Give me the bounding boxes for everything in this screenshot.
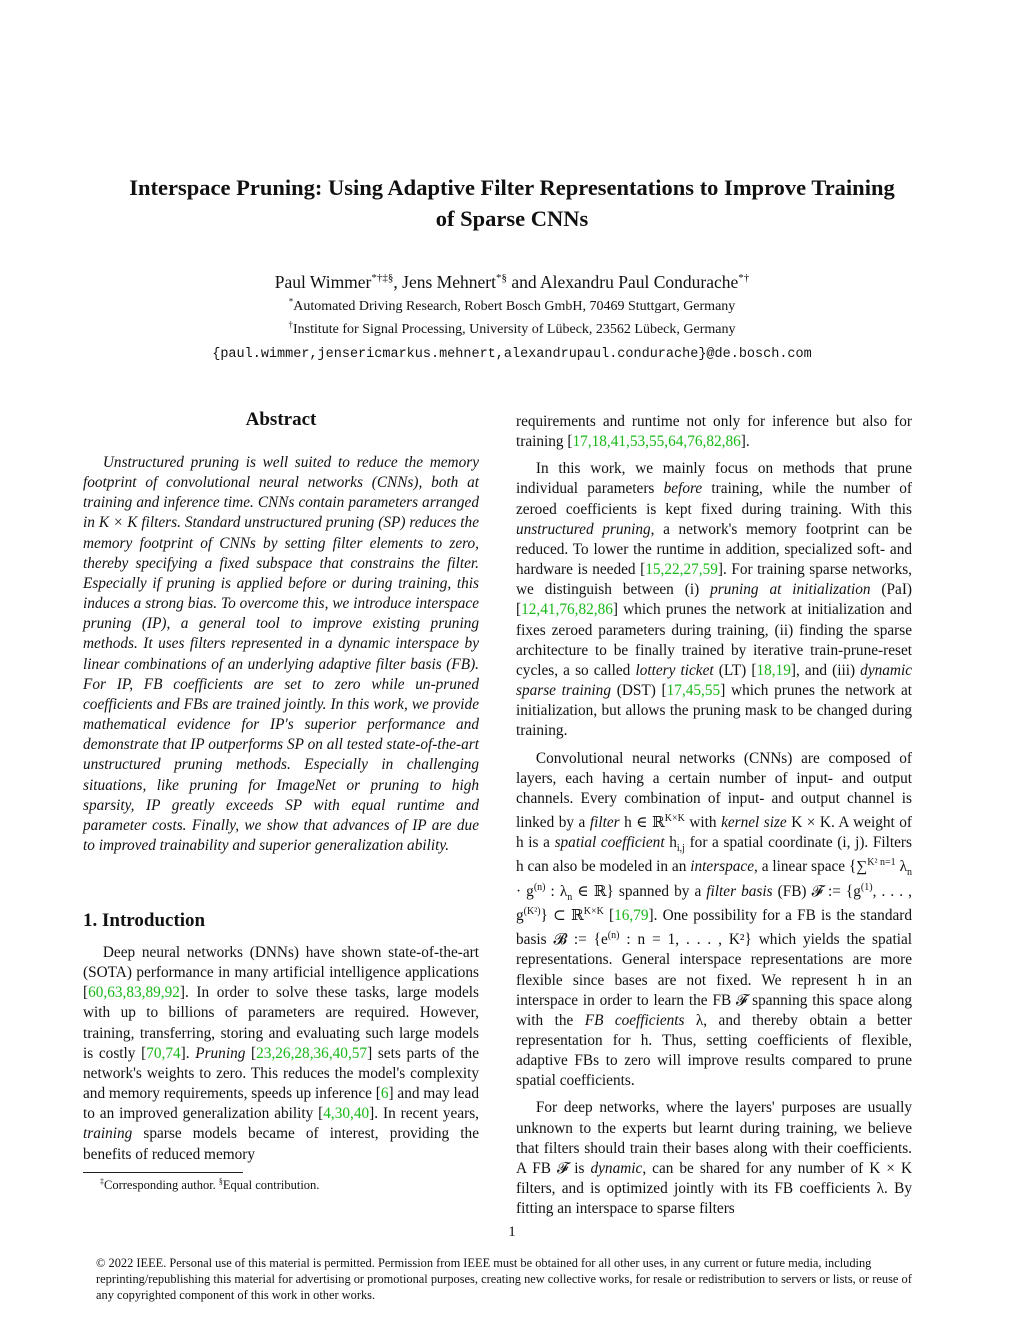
footnote-divider bbox=[83, 1172, 243, 1173]
title-line-2: of Sparse CNNs bbox=[435, 206, 589, 231]
citation-link[interactable]: 60,63,83,89,92 bbox=[88, 984, 180, 1002]
paper-title bbox=[60, 172, 964, 234]
right-paragraph-2: Convolutional neural networks (CNNs) are composed of layers, each having a certain number of input- and output channels. Every combination of input- and output channel is linked by a filter h ∈ ℝ$^{K\times K}$ with kernel size K × K. A weight of h is a spatial coefficient $h_{i,j}$ for a spatial coordinate (i, j). Filters h can also be modeled in an interspace, a linear space {∑$^{K^2 n=1}$ $\lambda_n \cdot g^{(n)}$ : $\lambda_n$ ∈ ℝ} spanned by a filter basis (FB) 𝓕 := {$g^{(1)}$, . . . , $g^{(K^2)}$} ⊂ ℝ$^{K\times K}$ [16,79]. One possibility for a FB is the standard basis 𝓑 := {$e^{(n)}$ : n = 1, . . . , K²} which yields the spatial representations. General interspace representations are more flexible since bases are not fixed. We represent h in an interspace in order to learn the FB 𝓕 spanning this space along with the FB coefficients λ, and thereby obtain a better representation for h. Thus, setting coefficients of flexible, adaptive FBs to zero will improve results compared to prune spatial coefficients. bbox=[516, 749, 913, 1090]
introduction-left-column bbox=[83, 943, 479, 1165]
citation-link[interactable]: 70,74 bbox=[146, 1044, 181, 1062]
affiliation-1: *Automated Driving Research, Robert Bosch GmbH, 70469 Stuttgart, Germany bbox=[288, 296, 736, 314]
author-1-marks: *†‡§ bbox=[371, 272, 394, 285]
introduction-heading: 1. Introduction bbox=[83, 910, 206, 931]
author-2-marks: *§ bbox=[495, 272, 507, 285]
email-domain: @de.bosch.com bbox=[706, 347, 812, 362]
citation-link[interactable]: 6 bbox=[380, 1085, 389, 1103]
affiliation-2: †Institute for Signal Processing, University of Lübeck, 23562 Lübeck, Germany bbox=[288, 319, 736, 337]
author-3-marks: *† bbox=[738, 272, 750, 285]
citation-link[interactable]: 12,41,76,82,86 bbox=[521, 601, 613, 619]
citation-link[interactable]: 18,19 bbox=[756, 661, 791, 679]
email-names: {paul.wimmer,jensericmarkus.mehnert,alexandrupaul.condurache} bbox=[212, 347, 707, 362]
author-list bbox=[60, 270, 964, 294]
page-number: 1 bbox=[508, 1224, 516, 1240]
citation-link[interactable]: 17,18,41,53,55,64,76,82,86 bbox=[572, 433, 741, 451]
abstract-heading: Abstract bbox=[245, 409, 317, 430]
citation-link[interactable]: 23,26,28,36,40,57 bbox=[256, 1044, 368, 1062]
right-paragraph-1: In this work, we mainly focus on methods that prune individual parameters before training, while the number of zeroed coefficients is kept fixed during training. With this unstructured pruning, a network's memory footprint can be reduced. To lower the runtime in addition, specialized soft- and hardware is needed [15,22,27,59]. For training sparse networks, we distinguish between (i) pruning at initialization (PaI) [12,41,76,82,86] which prunes the network at initialization and fixes zeroed parameters during training, (ii) finding the sparse architecture to be finally trained by iterative train-prune-reset cycles, a so called lottery ticket (LT) [18,19], and (iii) dynamic sparse training (DST) [17,45,55] which prunes the network at initialization, but allows the pruning mask to be changed during training. bbox=[516, 460, 913, 740]
title-line-1: Interspace Pruning: Using Adaptive Filter Representations to Improve Training bbox=[129, 175, 895, 200]
right-column bbox=[516, 412, 912, 1226]
author-2: , Jens Mehnert bbox=[393, 272, 496, 292]
intro-paragraph-1: Deep neural networks (DNNs) have shown state-of-the-art (SOTA) performance in many artificial intelligence applications [60,63,83,89,92]. In order to solve these tasks, large models with up to billions of parameters are required. However, training, transferring, storing and evaluating such large models is costly [70,74]. Pruning [23,26,28,36,40,57] sets parts of the network's weights to zero. This reduces the model's complexity and memory requirements, speeds up inference [6] and may lead to an improved generalization ability [4,30,40]. In recent years, training sparse models became of interest, providing the benefits of reduced memory bbox=[83, 944, 479, 1163]
author-emails bbox=[60, 345, 964, 364]
author-3: and Alexandru Paul Condurache bbox=[506, 272, 739, 292]
right-paragraph-0: requirements and runtime not only for inference but also for training [17,18,41,53,55,64,76,82,86]. bbox=[516, 413, 912, 451]
abstract-text: Unstructured pruning is well suited to reduce the memory footprint of convolutional neural networks (CNNs), both at training and inference time. CNNs contain parameters arranged in K × K filters. Standard unstructured pruning (SP) reduces the memory footprint of CNNs by setting filter elements to zero, thereby specifying a fixed subspace that constrains the filter. Especially if pruning is applied before or during training, this induces a strong bias. To overcome this, we introduce interspace pruning (IP), a general tool to improve existing pruning methods. It uses filters represented in a dynamic interspace by linear combinations of an underlying adaptive filter basis (FB). For IP, FB coefficients are set to zero while un-pruned coefficients and FBs are trained jointly. In this work, we provide mathematical evidence for IP's superior performance and demonstrate that IP outperforms SP on all tested state-of-the-art unstructured pruning methods. Especially in challenging situations, like pruning for ImageNet or pruning to high sparsity, IP greatly exceeds SP with equal runtime and parameter costs. Finally, we show that advances of IP are due to improved trainability and superior generalization ability. bbox=[83, 454, 479, 854]
right-paragraph-3: For deep networks, where the layers' purposes are usually unknown to the experts but learnt during training, we believe that filters should train their bases along with their coefficients. A FB 𝓕 is dynamic, can be shared for any number of K × K filters, and is optimized jointly with its FB coefficients λ. By fitting an interspace to sparse filters bbox=[516, 1099, 912, 1218]
footnote: ‡Corresponding author. §Equal contribution. bbox=[100, 1176, 320, 1192]
author-1: Paul Wimmer bbox=[274, 272, 372, 292]
citation-link[interactable]: 16,79 bbox=[614, 906, 649, 924]
citation-link[interactable]: 4,30,40 bbox=[323, 1105, 370, 1123]
citation-link[interactable]: 15,22,27,59 bbox=[645, 561, 718, 579]
copyright-notice: © 2022 IEEE. Personal use of this material is permitted. Permission from IEEE must be obtained for all other uses, in any current or future media, including reprinting/republishing this material for advertising or promotional purposes, creating new collective works, for resale or redistribution to servers or lists, or reuse of any copyrighted component of this work in other works. bbox=[96, 1256, 912, 1302]
citation-link[interactable]: 17,45,55 bbox=[666, 682, 721, 700]
